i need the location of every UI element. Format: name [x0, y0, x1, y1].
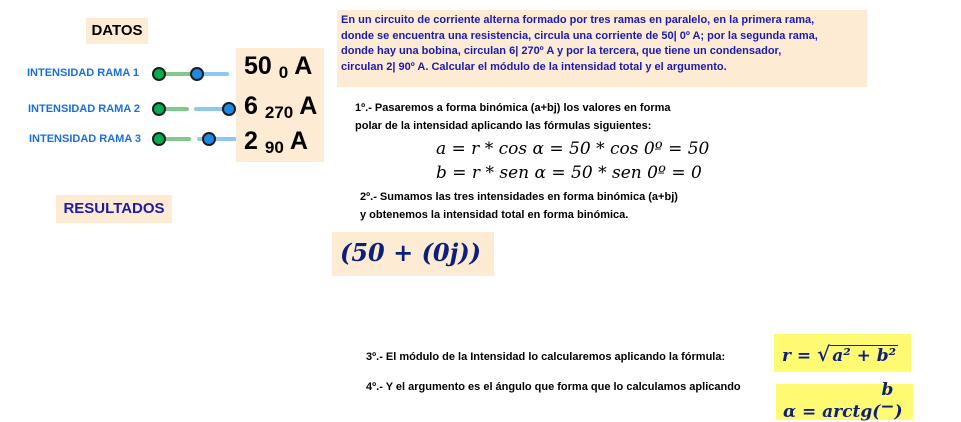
argument-lhs: α = arctg(: [783, 402, 881, 422]
datos-title: DATOS: [86, 18, 148, 44]
rama-2-label: INTENSIDAD RAMA 2: [28, 103, 141, 115]
modulus-formula: [782, 342, 898, 366]
argument-denominator: −: [880, 397, 895, 417]
rama-1-value: [244, 52, 312, 83]
rama-1-magnitude: 50: [244, 52, 272, 80]
resultados-title: RESULTADOS: [56, 195, 172, 223]
argument-numerator: b: [881, 380, 894, 400]
rama-2-value: [244, 92, 317, 123]
rama-1-slider[interactable]: [152, 67, 232, 81]
rama-2-angle: 270: [264, 103, 294, 122]
rama-3-label: INTENSIDAD RAMA 3: [29, 133, 142, 145]
rama-3-angle: 90: [264, 138, 284, 157]
step-1-line-1: 1º.- Pasaremos a forma binómica (a+bj) los valores en forma: [355, 102, 671, 114]
rama-1-unit: A: [294, 52, 313, 80]
step-1-line-2: polar de la intensidad aplicando las fórmulas siguientes:: [355, 120, 652, 132]
step-1-text: [355, 99, 671, 135]
formula-a: a = r * cos α = 50 * cos 0º = 50: [436, 139, 710, 159]
rama-3-unit: A: [289, 127, 308, 155]
problem-line-4: circulan 2| 90º A. Calcular el módulo de la intensidad total y el argumento.: [341, 60, 727, 73]
rama-2-magnitude: 6: [244, 92, 258, 120]
rama-2-magnitude-handle[interactable]: [222, 102, 236, 116]
problem-line-3: donde hay una bobina, circulan 6| 270º A y por la tercera, que tiene un condensador,: [341, 45, 782, 57]
rama-3-slider[interactable]: [152, 132, 242, 146]
argument-rhs: ): [894, 402, 903, 422]
binomial-result: (50 + (0j)): [340, 238, 482, 267]
step-4-text: 4º.- Y el argumento es el ángulo que forma que lo calculamos aplicando: [366, 381, 741, 393]
rama-1-label: INTENSIDAD RAMA 1: [27, 67, 140, 79]
rama-1-magnitude-handle[interactable]: [190, 67, 204, 81]
problem-line-2: donde se encuentra una resistencia, circula una corriente de 50| 0º A; por la segunda rama,: [341, 29, 818, 42]
argument-fraction: [880, 382, 894, 416]
step-2-line-1: 2º.- Sumamos las tres intensidades en forma binómica (a+bj): [360, 191, 678, 203]
rama-2-angle-handle[interactable]: [152, 102, 166, 116]
modulus-lhs: r =: [782, 346, 818, 366]
argument-formula: [783, 380, 903, 422]
step-3-text: 3º.- El módulo de la Intensidad lo calcularemos aplicando la fórmula:: [366, 351, 726, 363]
rama-3-magnitude: 2: [244, 127, 258, 155]
step-2-line-2: y obtenemos la intensidad total en forma binómica.: [360, 209, 629, 221]
rama-3-magnitude-handle[interactable]: [202, 132, 216, 146]
rama-3-angle-handle[interactable]: [152, 132, 166, 146]
modulus-radicand: a² + b²: [832, 346, 897, 366]
step-2-text: [360, 188, 678, 224]
formula-b: b = r * sen α = 50 * sen 0º = 0: [436, 163, 702, 183]
rama-1-angle: 0: [278, 63, 289, 82]
rama-1-angle-handle[interactable]: [152, 67, 166, 81]
problem-line-1: En un circuito de corriente alterna formado por tres ramas en paralelo, en la primera rama,: [341, 14, 815, 26]
rama-3-value: [244, 127, 308, 158]
sqrt-icon: √: [817, 342, 831, 366]
rama-2-unit: A: [299, 92, 318, 120]
problem-statement: [337, 10, 867, 87]
rama-2-slider[interactable]: [152, 102, 238, 116]
